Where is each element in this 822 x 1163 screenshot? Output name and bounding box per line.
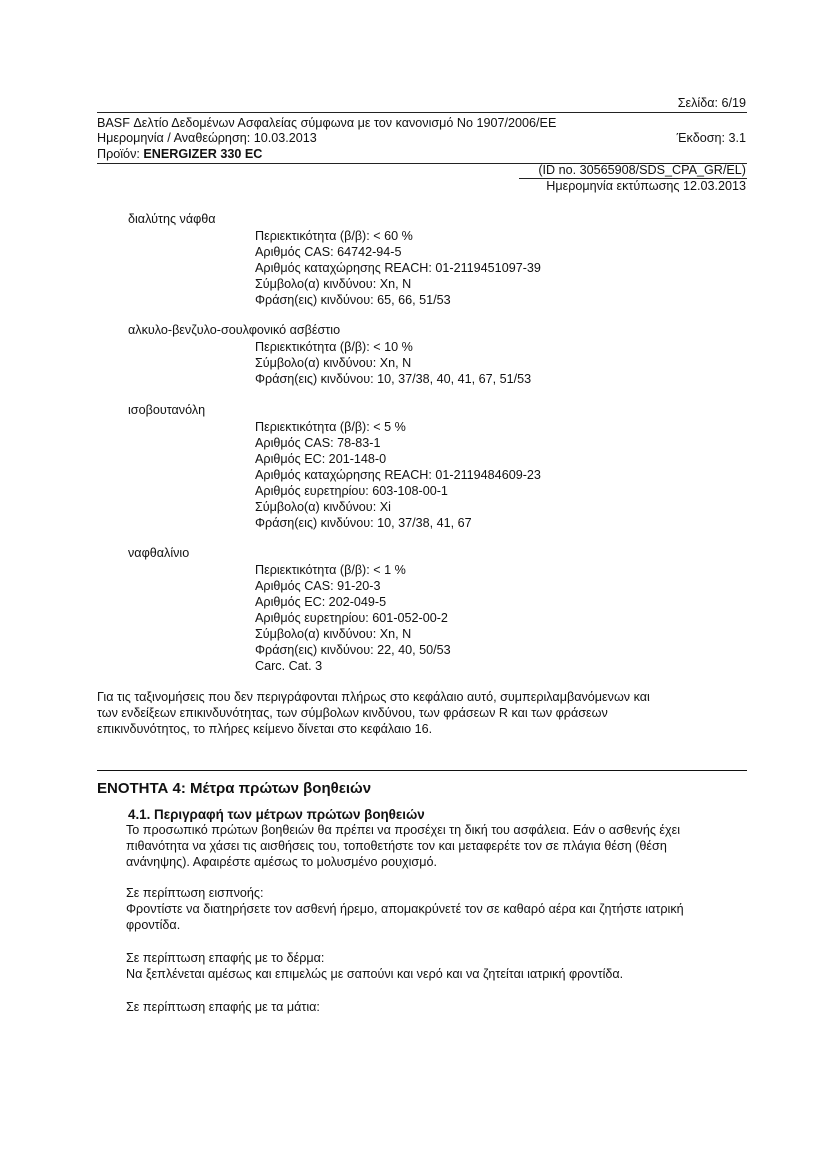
subsection-title: 4.1. Περιγραφή των μέτρων πρώτων βοηθειών <box>128 807 425 822</box>
page-number: Σελίδα: 6/19 <box>677 96 746 110</box>
substance-prop: Φράση(εις) κινδύνου: 65, 66, 51/53 <box>255 293 451 307</box>
header-rule-top <box>97 112 747 113</box>
substance-props <box>255 562 451 674</box>
skin-contact-text: Να ξεπλένεται αμέσως και επιμελώς με σαπούνι και νερό και να ζητείται ιατρική φροντίδα. <box>126 967 624 981</box>
substance-prop: Αριθμός CAS: 64742-94-5 <box>255 245 402 259</box>
inhalation-line: φροντίδα. <box>126 917 181 932</box>
substance-prop: Περιεκτικότητα (β/β): < 1 % <box>255 563 406 577</box>
substance-prop: Αριθμός ευρετηρίου: 603-108-00-1 <box>255 484 448 498</box>
substance-prop: Σύμβολο(α) κινδύνου: Xi <box>255 500 391 514</box>
substance-prop: Σύμβολο(α) κινδύνου: Xn, N <box>255 356 412 370</box>
substance-name: αλκυλο-βενζυλο-σουλφονικό ασβέστιο <box>128 323 341 337</box>
inhalation-line: Φροντίστε να διατηρήσετε τον ασθενή ήρεμο, απομακρύνετέ τον σε καθαρό αέρα και ζητήστε ιατρική <box>126 902 684 916</box>
substance-prop: Αριθμός καταχώρησης REACH: 01-2119451097-39 <box>255 261 541 275</box>
section-divider <box>97 770 747 771</box>
eye-contact-heading: Σε περίπτωση επαφής με τα μάτια: <box>126 1000 320 1014</box>
substance-props <box>255 228 541 308</box>
substance-prop: Σύμβολο(α) κινδύνου: Xn, N <box>255 627 412 641</box>
section-title: ΕΝΟΤΗΤΑ 4: Μέτρα πρώτων βοηθειών <box>97 780 372 797</box>
substance-prop: Φράση(εις) κινδύνου: 22, 40, 50/53 <box>255 643 451 657</box>
print-date: Ημερομηνία εκτύπωσης 12.03.2013 <box>546 179 746 193</box>
note-line: επικινδυνότητος, το πλήρες κείμενο δίνεται στο κεφάλαιο 16. <box>97 721 433 736</box>
substance-prop: Αριθμός EC: 201-148-0 <box>255 452 387 466</box>
document-id: (ID no. 30565908/SDS_CPA_GR/EL) <box>538 163 746 177</box>
inhalation-heading: Σε περίπτωση εισπνοής: <box>126 886 264 900</box>
revision-date: Ημερομηνία / Αναθεώρηση: 10.03.2013 <box>97 131 317 145</box>
intro-line: πιθανότητα να χάσει τις αισθήσεις του, τοποθετήστε τον και μεταφερέτε τον σε πλάγια θέση (θέση <box>126 838 667 853</box>
product-label: Προϊόν: <box>97 147 144 161</box>
first-aid-intro <box>126 823 680 870</box>
substance-prop: Φράση(εις) κινδύνου: 10, 37/38, 40, 41, 67, 51/53 <box>255 372 532 386</box>
product-line <box>97 147 262 162</box>
substance-prop: Φράση(εις) κινδύνου: 10, 37/38, 41, 67 <box>255 516 472 530</box>
substance-prop: Περιεκτικότητα (β/β): < 5 % <box>255 420 406 434</box>
substance-props <box>255 339 531 387</box>
note-line: των ενδείξεων επικινδυνότητας, των σύμβολων κινδύνου, των φράσεων R και των φράσεων <box>97 705 608 720</box>
substance-prop: Αριθμός EC: 202-049-5 <box>255 595 387 609</box>
substance-prop: Αριθμός καταχώρησης REACH: 01-2119484609-23 <box>255 468 541 482</box>
substance-prop: Αριθμός CAS: 78-83-1 <box>255 436 381 450</box>
document-title: BASF Δελτίο Δεδομένων Ασφαλείας σύμφωνα με τον κανονισμό No 1907/2006/ΕΕ <box>97 116 557 130</box>
classification-note <box>97 690 650 737</box>
substance-name: ναφθαλίνιο <box>128 546 190 560</box>
substance-name: ισοβουτανόλη <box>128 403 206 417</box>
substance-prop: Carc. Cat. 3 <box>255 659 323 673</box>
substance-prop: Αριθμός ευρετηρίου: 601-052-00-2 <box>255 611 448 625</box>
note-line: Για τις ταξινομήσεις που δεν περιγράφονται πλήρως στο κεφάλαιο αυτό, συμπεριλαμβανόμενων και <box>97 690 650 704</box>
substance-props <box>255 419 541 531</box>
substance-prop: Σύμβολο(α) κινδύνου: Xn, N <box>255 277 412 291</box>
skin-contact-heading: Σε περίπτωση επαφής με το δέρμα: <box>126 951 325 965</box>
substance-prop: Περιεκτικότητα (β/β): < 10 % <box>255 340 413 354</box>
version: Έκδοση: 3.1 <box>676 131 746 145</box>
substance-prop: Περιεκτικότητα (β/β): < 60 % <box>255 229 413 243</box>
product-name: ENERGIZER 330 EC <box>143 147 263 161</box>
intro-line: Το προσωπικό πρώτων βοηθειών θα πρέπει να προσέχει τη δική του ασφάλεια. Εάν ο ασθενής έχει <box>126 823 681 837</box>
inhalation-text <box>126 902 684 934</box>
substance-prop: Αριθμός CAS: 91-20-3 <box>255 579 381 593</box>
substance-name: διαλύτης νάφθα <box>128 212 216 226</box>
intro-line: ανάνηψης). Αφαιρέστε αμέσως το μολυσμένο ρουχισμό. <box>126 854 437 869</box>
